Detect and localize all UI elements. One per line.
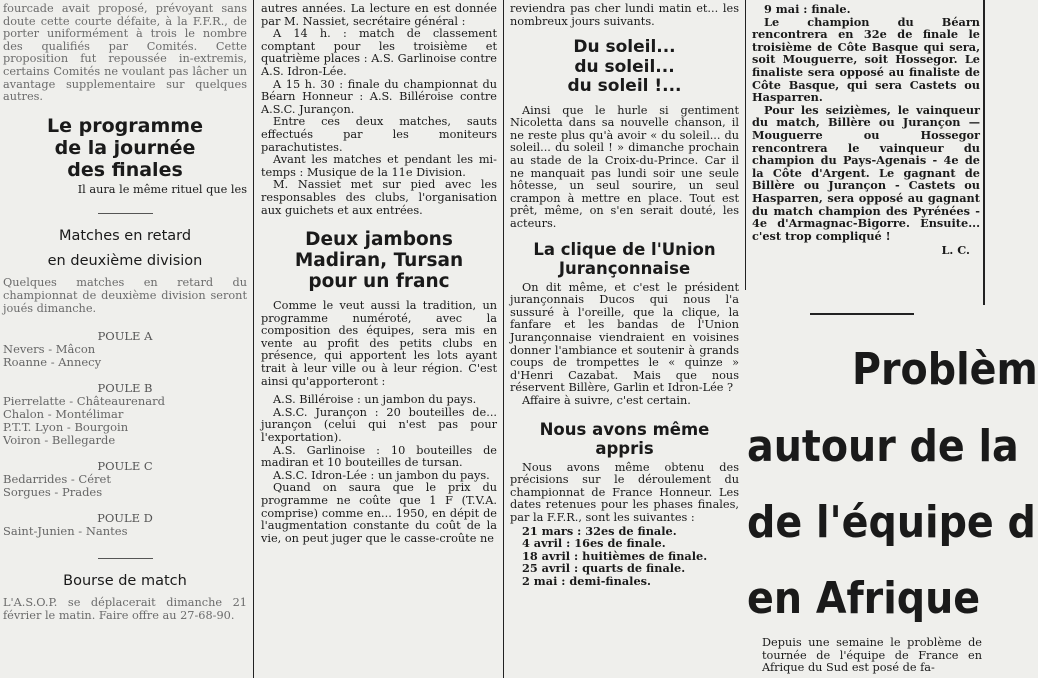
date-line: 21 mars : 32es de finale. <box>522 523 677 538</box>
pool-a <box>3 329 247 369</box>
paragraph: Pour les seizièmes, le vainqueur du match, Billère ou Jurançon — Mouguerre ou Hossegor rencontrera le vainqueur du champion du Pays-Agenais - 4e de la Côte d'Argent. Le gagnant de Billère ou Jurançon - Castets ou Hasparren, sera opposé au gagnant du match champion des Pyrénées - 4e d'Armagnac-Bigorre. Ensuite... c'est trop compliqué ! <box>752 102 980 243</box>
appris-heading-line: Nous avons même <box>539 419 710 439</box>
soleil-heading <box>510 38 739 97</box>
programme-heading-line: Le programme <box>47 114 203 137</box>
paragraph: autres années. La lecture en est donnée par M. Nassiet, secrétaire général : <box>261 2 497 28</box>
appris-heading <box>510 420 739 458</box>
programme-heading-line: de la journée <box>54 136 196 159</box>
pool-b <box>3 381 247 447</box>
date-line: 4 avril : 16es de finale. <box>522 536 666 551</box>
clique-heading <box>510 240 739 278</box>
paragraph: Nous avons même obtenu des précisions sur le déroulement du championnat de France Honneur. Les dates retenues pour les phases finales, par la F.F.R., sont les suivantes : <box>510 460 739 524</box>
short-rule <box>98 558 153 559</box>
matches-title: Matches en retard <box>58 228 192 245</box>
pool-c <box>3 459 247 499</box>
section-rule <box>810 313 914 315</box>
column-rule <box>983 0 985 305</box>
pool-title: POULE C <box>97 459 153 474</box>
bourse-text: L'A.S.O.P. se déplacerait dimanche 21 février le matin. Faire offre au 27-68-90. <box>3 596 247 622</box>
pool-match: Voiron - Bellegarde <box>3 433 116 448</box>
paragraph: Avant les matches et pendant les mi-temps : Musique de la 11e Division. <box>261 153 497 179</box>
paragraph: reviendra pas cher lundi matin et... les nombreux jours suivants. <box>510 2 739 28</box>
big-headline-line: autour de la <box>747 421 1019 472</box>
paragraph: Entre ces deux matches, sauts effectués par les moniteurs parachutistes. <box>261 115 497 154</box>
intro-text: fourcade avait proposé, prévoyant sans doute cette courte défaite, à la F.F.R., de porter uniformément à trois le nombre des qualifiés par Comités. Cette proposition fut repoussée in-extremis, certains Comités ne voulant pas lâcher un avantage supplementaire sur quelques autres. <box>3 2 247 104</box>
programme-heading <box>3 115 247 181</box>
pool-d <box>3 511 247 538</box>
pool-match: Nevers - Mâcon <box>3 342 96 357</box>
clique-heading-line: La clique de l'Union <box>533 239 716 259</box>
pool-title: POULE A <box>97 329 153 344</box>
pool-match: Roanne - Annecy <box>3 355 102 370</box>
jambons-heading <box>261 229 497 292</box>
paragraph: Quand on saura que le prix du programme ne coûte que 1 F (T.V.A. comprise) comme en... 1950, en dépit de l'augmentation constante du coût de la vie, on peut juger que le casse-croûte ne <box>261 481 497 545</box>
pool-match: Saint-Junien - Nantes <box>3 524 128 539</box>
programme-subline: Il aura le même rituel que les <box>77 182 247 196</box>
pool-match: Sorgues - Prades <box>3 485 103 500</box>
pool-match: Chalon - Montélimar <box>3 407 124 422</box>
clique-heading-line: Jurançonnaise <box>558 258 691 278</box>
date-line: 18 avril : huitièmes de finale. <box>522 548 708 563</box>
pool-title: POULE D <box>97 511 153 526</box>
paragraph: Comme le veut aussi la tradition, un programme numéroté, avec la composition des équipes, sera mis en vente au profit des petits clubs en présence, qui apportent les lots ayant trait à leur ville ou à leur région. C'est ainsi qu'apporteront : <box>261 299 497 388</box>
appris-heading-line: appris <box>595 438 654 458</box>
soleil-heading-line: du soleil... <box>574 56 675 77</box>
jambons-heading-line: Madiran, Tursan <box>294 250 464 272</box>
paragraph: A.S.C. Idron-Lée : un jambon du pays. <box>273 468 490 482</box>
jambons-heading-line: Deux jambons <box>305 229 453 251</box>
paragraph: A.S. Billéroise : un jambon du pays. <box>273 393 477 407</box>
paragraph: M. Nassiet met sur pied avec les responsables des clubs, l'organisation aux guichets et aux entrées. <box>261 178 497 217</box>
paragraph: A.S.C. Jurançon : 20 bouteilles de... jurançon (celui qui n'est pas pour l'exportation). <box>261 405 497 445</box>
big-headline-line: Problèm <box>852 344 1038 395</box>
soleil-heading-line: Du soleil... <box>573 37 676 58</box>
paragraph: A 14 h. : match de classement comptant pour les troisième et quatrième places : A.S. Garlinoise contre A.S. Idron-Lée. <box>261 27 497 78</box>
soleil-heading-line: du soleil !... <box>567 76 682 97</box>
big-headline-line: de l'équipe d <box>747 497 1036 548</box>
bourse-title: Bourse de match <box>63 573 187 590</box>
column-2 <box>261 0 497 678</box>
pool-match: P.T.T. Lyon - Bourgoin <box>3 420 129 435</box>
paragraph: Ainsi que le hurle si gentiment Nicoletta dans sa nouvelle chanson, il ne reste plus qu'à avoir « du soleil... du soleil... du soleil ! » dimanche prochain au stade de la Croix-du-Prince. Car il ne manquait pas lundi soir une seule hôtesse, un seul sourire, un seul crampon à mettre en place. Tout est prêt, même, on s'en serait douté, les acteurs. <box>510 103 739 231</box>
short-rule <box>98 213 153 214</box>
paragraph: A 15 h. 30 : finale du championnat du Béarn Honneur : A.S. Billéroise contre A.S.C. Jurançon. <box>261 77 497 116</box>
date-line: 25 avril : quarts de finale. <box>522 561 686 576</box>
column-rule <box>503 0 504 678</box>
matches-title: en deuxième division <box>47 253 203 270</box>
paragraph: A.S. Garlinoise : 10 bouteilles de madiran et 10 bouteilles de tursan. <box>261 443 497 470</box>
column-rule <box>745 0 746 290</box>
column-4 <box>752 0 980 300</box>
big-headline-line: en Afrique <box>747 573 981 624</box>
column-3 <box>510 0 739 678</box>
signature: L. C. <box>941 243 970 258</box>
paragraph: On dit même, et c'est le président jurançonnais Ducos qui nous l'a sussuré à l'oreille, que la clique, la fanfare et les bandas de l'Union Jurançonnaise viendraient en voisines donner l'ambiance et soutenir à grands coups de trompettes le « quinze » d'Henri Cazabat. Mais que nous réservent Billère, Garlin et Idron-Lée ? <box>510 280 739 395</box>
paragraph: Le champion du Béarn rencontrera en 32e de finale le troisième de Côte Basque qui sera, soit Mouguerre, soit Hossegor. Le finaliste sera opposé au finaliste de Côte Basque, qui sera Castets ou Hasparren. <box>752 14 980 105</box>
column-rule <box>253 0 254 678</box>
date-line: 2 mai : demi-finales. <box>522 573 651 588</box>
pool-match: Pierrelatte - Châteaurenard <box>3 394 165 409</box>
date-line: 9 mai : finale. <box>764 2 851 16</box>
pool-title: POULE B <box>97 381 153 396</box>
programme-heading-line: des finales <box>67 158 183 181</box>
lower-paragraph: Depuis une semaine le problème de tournée de l'équipe de France en Afrique du Sud est posé de fa- <box>762 636 982 675</box>
jambons-heading-line: pour un franc <box>308 271 450 293</box>
pool-match: Bedarrides - Céret <box>3 472 111 487</box>
column-1 <box>3 0 247 678</box>
matches-intro: Quelques matches en retard du championnat de deuxième division seront joués dimanche. <box>3 276 247 315</box>
paragraph: Affaire à suivre, c'est certain. <box>522 393 691 407</box>
